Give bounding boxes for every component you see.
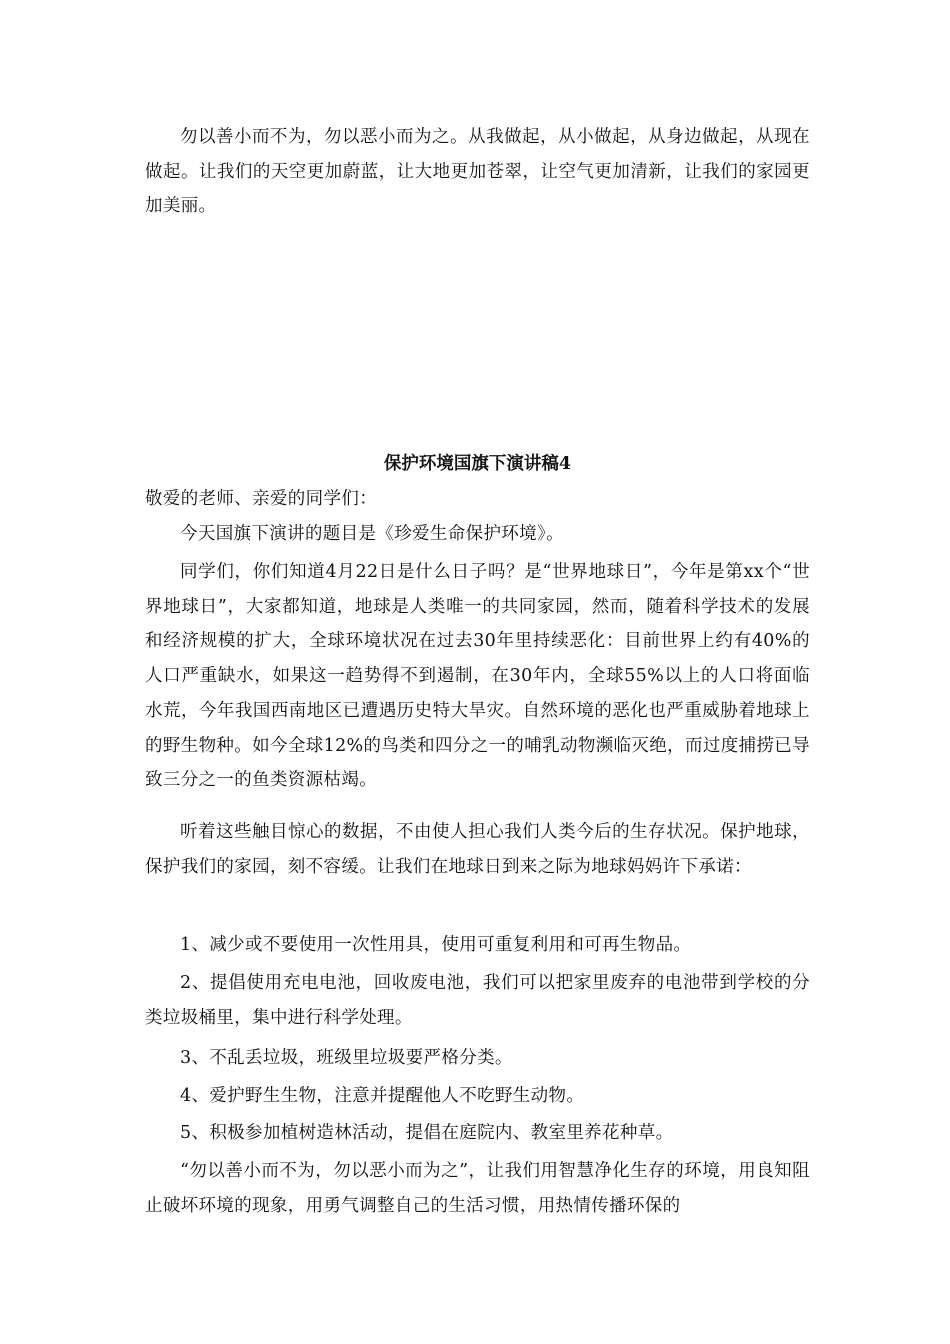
list-item-4: 4、爱护野生生物，注意并提醒他人不吃野生动物。: [180, 1086, 585, 1106]
list-item-5: 5、积极参加植树造林活动，提倡在庭院内、教室里养花种草。: [180, 1123, 674, 1143]
paragraph-earth-day: 同学们，你们知道4月22日是什么日子吗？是“世界地球日”，今年是第xx个“世界地球日”，大家都知道，地球是人类唯一的共同家园，然而，随着科学技术的发展和经济规模的扩大，全球环境状况在过去30年里持续恶化：目前世界上约有40%的人口严重缺水，如果这一趋势得不到遏制，在30年内，全球55%以上的人口将面临水荒，今年我国西南地区已遭遇历史特大旱灾。自然环境的恶化也严重威胁着地球上的野生物种。如今全球12%的鸟类和四分之一的哺乳动物濒临灭绝，而过度捕捞已导致三分之一的鱼类资源枯竭。: [145, 562, 810, 791]
paragraph-topic: 今天国旗下演讲的题目是《珍爱生命保护环境》。: [180, 524, 564, 544]
paragraph-concern: 听着这些触目惊心的数据，不由使人担心我们人类今后的生存状况。保护地球，保护我们的家园，刻不容缓。让我们在地球日到来之际为地球妈妈许下承诺：: [145, 822, 810, 877]
list-item-2: 2、提倡使用充电电池，回收废电池，我们可以把家里废弃的电池带到学校的分类垃圾桶里，集中进行科学处理。: [145, 973, 810, 1028]
closing-paragraph: 勿以善小而不为，勿以恶小而为之。从我做起，从小做起，从身边做起，从现在做起。让我们的天空更加蔚蓝，让大地更加苍翠，让空气更加清新，让我们的家园更加美丽。: [145, 127, 810, 217]
list-item-3: 3、不乱丢垃圾，班级里垃圾要严格分类。: [180, 1048, 513, 1068]
greeting: 敬爱的老师、亲爱的同学们：: [145, 489, 378, 509]
speech-title: 保护环境国旗下演讲稿4: [383, 454, 572, 474]
paragraph-appeal: “勿以善小而不为，勿以恶小而为之”，让我们用智慧净化生存的环境，用良知阻止破坏环境的现象，用勇气调整自己的生活习惯，用热情传播环保的: [145, 1161, 810, 1216]
list-item-1: 1、减少或不要使用一次性用具，使用可重复利用和可再生物品。: [180, 935, 692, 955]
